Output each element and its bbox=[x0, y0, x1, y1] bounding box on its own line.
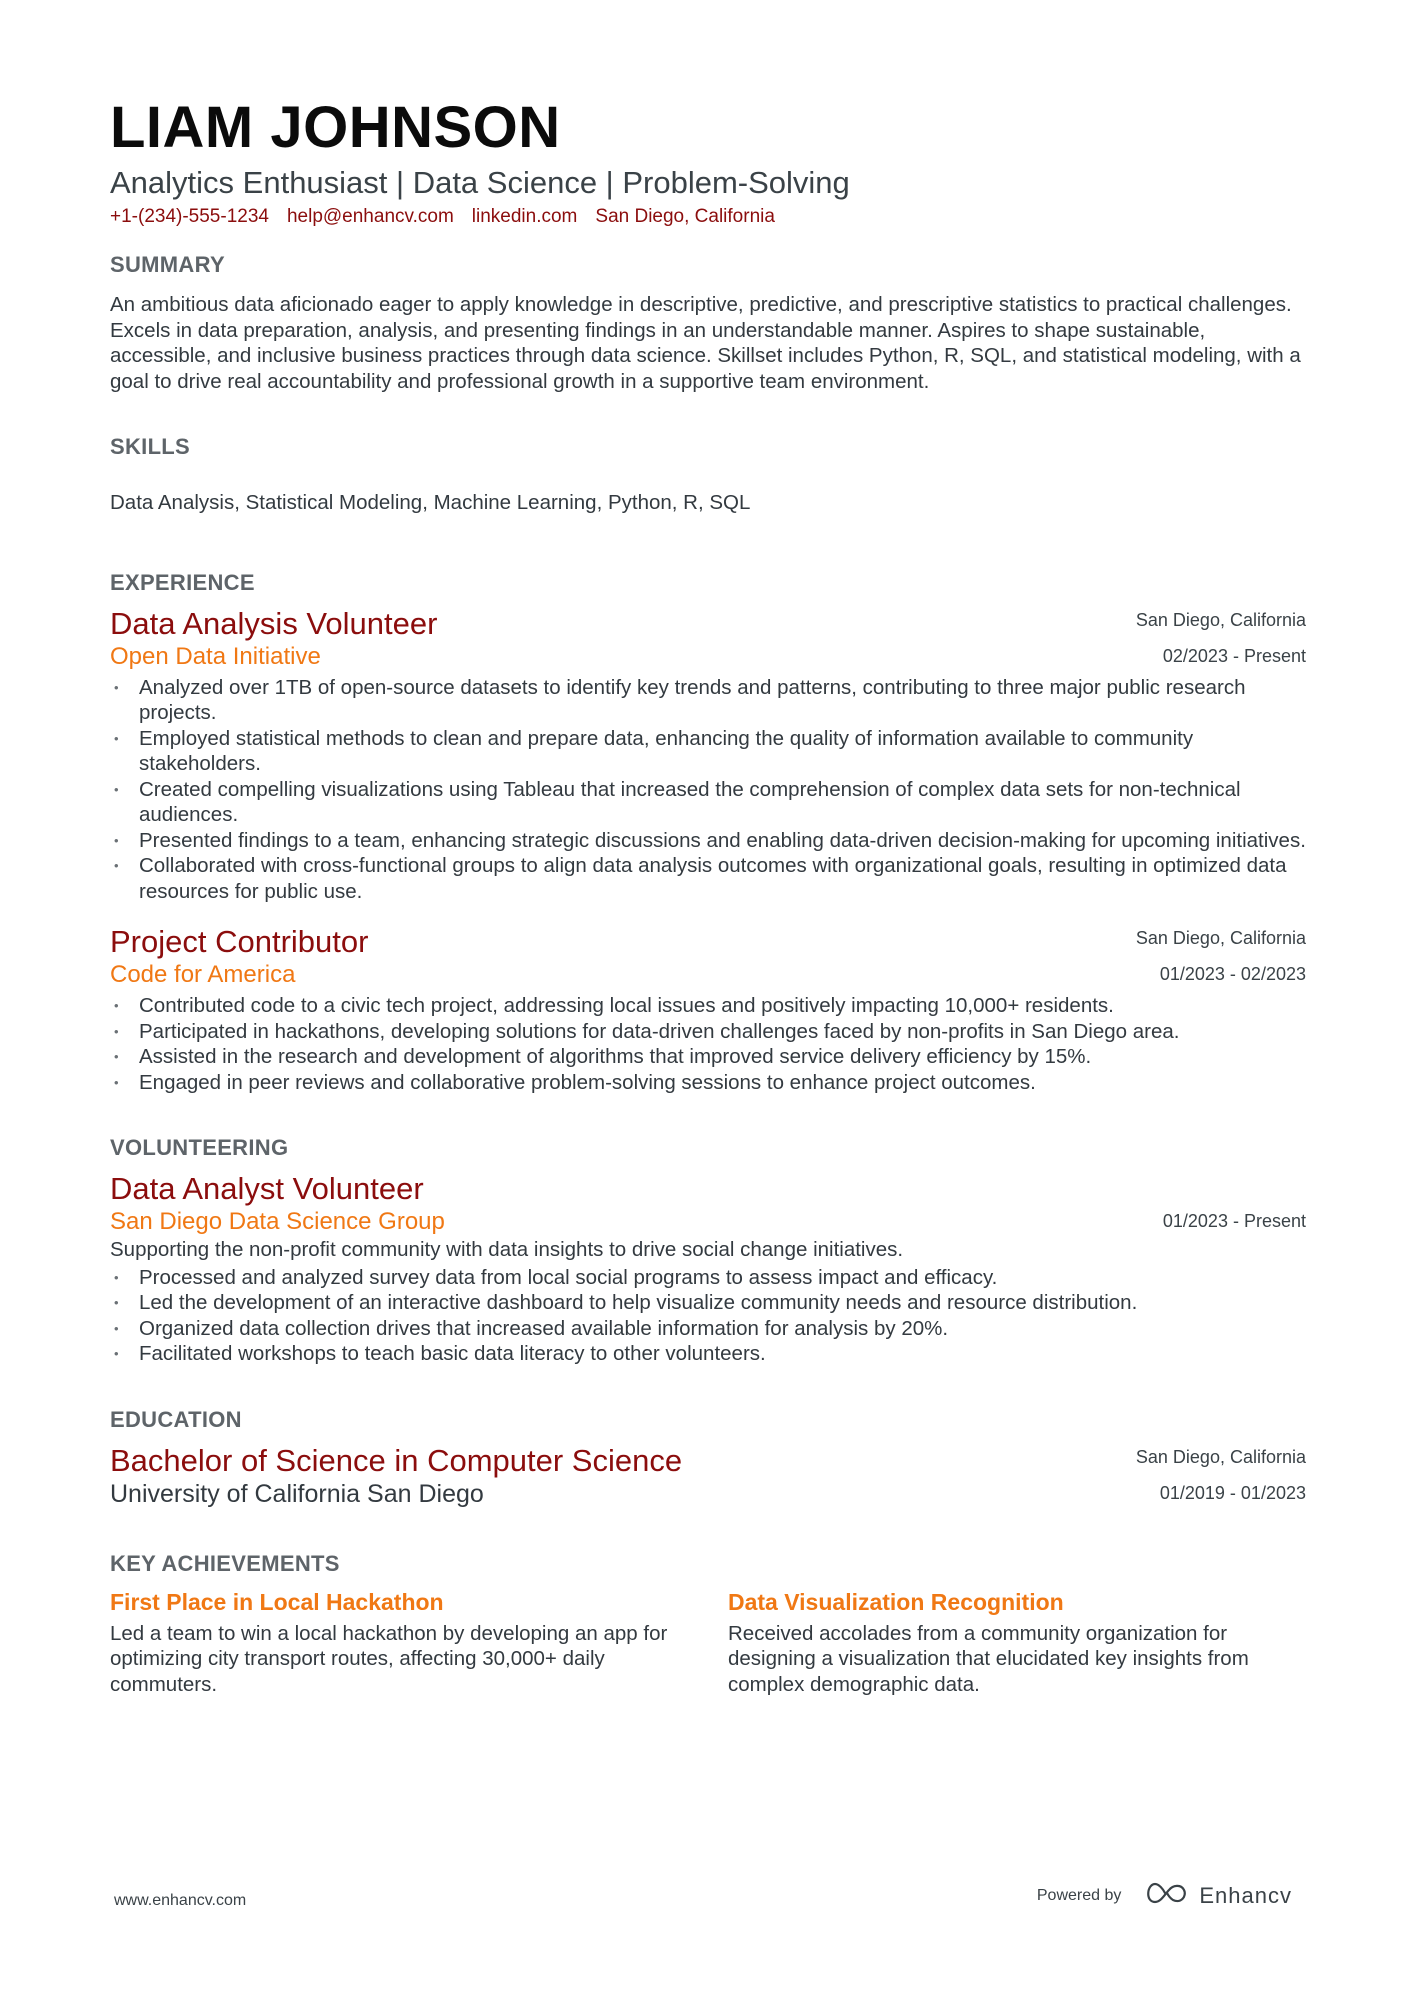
entry-bullets bbox=[110, 993, 1306, 1095]
education-entry bbox=[110, 1443, 1306, 1509]
list-item: • Engaged in peer reviews and collaborative problem-solving sessions to enhance project outcomes. bbox=[110, 1070, 1306, 1096]
skills-section bbox=[110, 434, 1306, 516]
skills-text: Data Analysis, Statistical Modeling, Machine Learning, Python, R, SQL bbox=[110, 491, 751, 514]
list-item: • Employed statistical methods to clean and prepare data, enhancing the quality of information available to community stakeholders. bbox=[110, 726, 1306, 777]
summary-section bbox=[110, 252, 1306, 394]
entry-role: Data Analysis Volunteer bbox=[110, 605, 438, 641]
entry-bullets bbox=[110, 675, 1306, 905]
achievement-text: Received accolades from a community organization for designing a visualization that elucidated key insights from complex demographic data. bbox=[728, 1621, 1249, 1696]
list-item: • Led the development of an interactive dashboard to help visualize community needs and resource distribution. bbox=[110, 1290, 1306, 1316]
summary-heading: SUMMARY bbox=[110, 252, 225, 277]
entry-dates: 01/2023 - 02/2023 bbox=[1159, 964, 1306, 984]
entry-location: San Diego, California bbox=[1135, 1446, 1306, 1467]
achievements-section bbox=[110, 1551, 1306, 1698]
volunteering-heading: VOLUNTEERING bbox=[110, 1135, 289, 1160]
achievement-text: Led a team to win a local hackathon by developing an app for optimizing city transport routes, affecting 30,000+ daily commuters. bbox=[110, 1621, 668, 1696]
education-degree: Bachelor of Science in Computer Science bbox=[110, 1442, 683, 1478]
experience-section bbox=[110, 570, 1306, 1096]
contact-phone[interactable]: +1-(234)-555-1234 bbox=[110, 206, 269, 227]
achievement-title: First Place in Local Hackathon bbox=[110, 1588, 444, 1615]
contact-location: San Diego, California bbox=[595, 206, 775, 227]
experience-entry bbox=[110, 924, 1306, 1095]
list-item: • Processed and analyzed survey data from local social programs to assess impact and efficacy. bbox=[110, 1265, 1306, 1291]
list-item: • Assisted in the research and development of algorithms that improved service delivery efficiency by 15%. bbox=[110, 1044, 1306, 1070]
experience-entry bbox=[110, 606, 1306, 905]
achievements-grid bbox=[110, 1587, 1306, 1698]
candidate-tagline: Analytics Enthusiast | Data Science | Problem-Solving bbox=[110, 165, 850, 200]
entry-location: San Diego, California bbox=[1135, 928, 1306, 948]
skills-heading: SKILLS bbox=[110, 434, 191, 459]
volunteering-entry bbox=[110, 1171, 1306, 1367]
entry-organization: San Diego Data Science Group bbox=[110, 1208, 445, 1235]
list-item: • Participated in hackathons, developing solutions for data-driven challenges faced by non-profits in San Diego area. bbox=[110, 1019, 1306, 1045]
achievements-heading: KEY ACHIEVEMENTS bbox=[110, 1550, 340, 1576]
enhancv-logo-icon bbox=[1143, 1880, 1189, 1911]
list-item: • Presented findings to a team, enhancing strategic discussions and enabling data-driven decision-making for upcoming initiatives. bbox=[110, 828, 1306, 854]
entry-dates: 01/2019 - 01/2023 bbox=[1159, 1482, 1306, 1503]
achievement-item bbox=[728, 1587, 1306, 1698]
education-school: University of California San Diego bbox=[110, 1479, 484, 1508]
footer-branding bbox=[1037, 1880, 1292, 1911]
list-item: • Collaborated with cross-functional groups to align data analysis outcomes with organizational goals, resulting in optimized data resources for public use. bbox=[110, 853, 1306, 904]
contact-linkedin[interactable]: linkedin.com bbox=[471, 206, 578, 227]
list-item: • Organized data collection drives that increased available information for analysis by 20%. bbox=[110, 1316, 1306, 1342]
education-section bbox=[110, 1407, 1306, 1509]
list-item: • Created compelling visualizations using Tableau that increased the comprehension of complex data sets for non-technical audiences. bbox=[110, 777, 1306, 828]
experience-heading: EXPERIENCE bbox=[110, 569, 255, 595]
list-item: • Analyzed over 1TB of open-source datasets to identify key trends and patterns, contributing to three major public research projects. bbox=[110, 675, 1306, 726]
footer-website[interactable]: www.enhancv.com bbox=[114, 1892, 247, 1909]
achievement-title: Data Visualization Recognition bbox=[728, 1588, 1064, 1615]
resume-page bbox=[110, 96, 1306, 1697]
entry-description: Supporting the non-profit community with data insights to drive social change initiatives. bbox=[110, 1238, 904, 1261]
summary-text: An ambitious data aficionado eager to apply knowledge in descriptive, predictive, and prescriptive statistics to practical challenges. Excels in data preparation, analysis, and presenting findings in an understandable manner. Aspires to shape sustainable, accessible, and inclusive business practices through data science. Skillset includes Python, R, SQL, and statistical modeling, with a goal to drive real accountability and professional growth in a supportive team environment. bbox=[110, 293, 1301, 393]
powered-by-label: Powered by bbox=[1036, 1886, 1122, 1904]
list-item: • Facilitated workshops to teach basic data literacy to other volunteers. bbox=[110, 1341, 1306, 1367]
entry-organization: Open Data Initiative bbox=[110, 642, 321, 670]
achievement-item bbox=[110, 1587, 688, 1698]
list-item: • Contributed code to a civic tech project, addressing local issues and positively impacting 10,000+ residents. bbox=[110, 993, 1306, 1019]
candidate-name: LIAM JOHNSON bbox=[110, 95, 561, 160]
entry-role: Data Analyst Volunteer bbox=[110, 1171, 424, 1206]
brand-name: Enhancv bbox=[1199, 1882, 1292, 1908]
contact-email[interactable]: help@enhancv.com bbox=[286, 206, 454, 227]
entry-bullets bbox=[110, 1265, 1306, 1367]
contact-line bbox=[110, 206, 1306, 228]
entry-dates: 02/2023 - Present bbox=[1162, 645, 1306, 666]
entry-location: San Diego, California bbox=[1135, 609, 1306, 630]
entry-role: Project Contributor bbox=[110, 924, 369, 959]
education-heading: EDUCATION bbox=[110, 1406, 242, 1432]
entry-organization: Code for America bbox=[110, 961, 296, 988]
volunteering-section bbox=[110, 1135, 1306, 1367]
brand-logo[interactable] bbox=[1143, 1880, 1292, 1911]
entry-dates: 01/2023 - Present bbox=[1162, 1211, 1306, 1231]
